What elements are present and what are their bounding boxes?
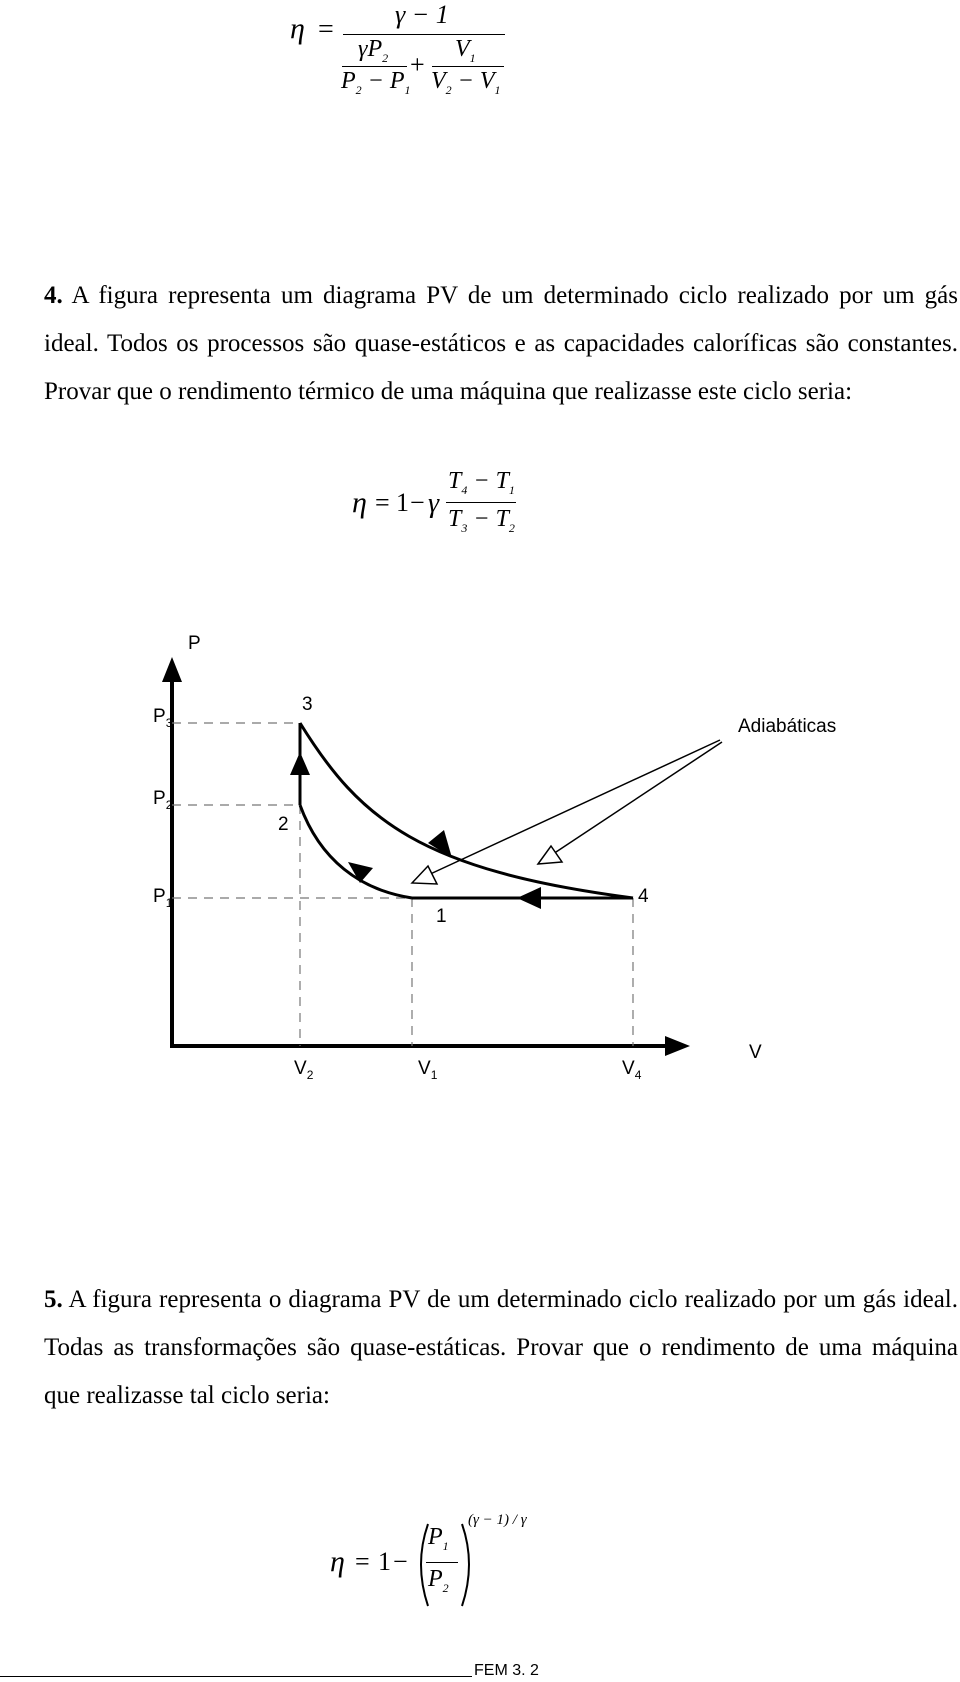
gamma-symbol: γ bbox=[428, 488, 440, 519]
term1-numerator: $\gamma P_2$ bbox=[358, 36, 389, 65]
arrow-3-4 bbox=[428, 830, 452, 858]
arrow-2-3 bbox=[290, 752, 310, 775]
minus-sign: − bbox=[410, 488, 425, 517]
pointer-head-1 bbox=[412, 866, 437, 884]
formula-5-exponent: (γ − 1) / γ bbox=[468, 1512, 527, 1528]
point-4-label: 4 bbox=[638, 886, 649, 907]
problem-5-number: 5. bbox=[44, 1286, 63, 1313]
v-axis-label: V bbox=[749, 1042, 762, 1063]
eta-symbol: η bbox=[330, 1545, 345, 1578]
fraction-bar bbox=[426, 1562, 458, 1563]
one: 1 bbox=[396, 488, 409, 517]
problem-4-body: A figura representa um diagrama PV de um determinado ciclo realizado por um gás ideal. Todos os processos são quase-estáticos e as capacidades caloríficas são constantes. Provar que o rendimento térmico de uma máquina que realizasse este ciclo seria: bbox=[44, 282, 959, 405]
formula-5-denominator: $P_2$ bbox=[428, 1566, 449, 1595]
p-axis-arrowhead bbox=[162, 657, 182, 682]
point-2-label: 2 bbox=[278, 814, 289, 835]
formula-5-numerator: $P_1$ bbox=[428, 1524, 449, 1553]
pointer-line-2 bbox=[553, 742, 722, 854]
equals-sign: = bbox=[375, 488, 390, 517]
v1-label: $V_1$ bbox=[418, 1058, 438, 1082]
pointer-head-2 bbox=[538, 846, 562, 864]
term2-denominator: $V_2 - V_1$ bbox=[431, 68, 501, 97]
problem-4-number: 4. bbox=[44, 282, 63, 309]
arrow-1-2 bbox=[348, 862, 373, 883]
eta-symbol: η bbox=[290, 12, 305, 45]
equals-sign: = bbox=[318, 14, 334, 45]
plus-sign: + bbox=[410, 50, 425, 79]
problem-5-body: A figura representa o diagrama PV de um determinado ciclo realizado por um gás ideal. Todas as transformações são quase-estáticas. Provar que o rendimento de uma máquina que realizasse tal ciclo seria: bbox=[44, 1286, 958, 1409]
point-3-label: 3 bbox=[302, 694, 313, 715]
v2-label: $V_2$ bbox=[294, 1058, 314, 1082]
term2-numerator: $V_1$ bbox=[455, 36, 476, 65]
p1-label: $P_1$ bbox=[153, 886, 173, 910]
p-axis-label: P bbox=[188, 633, 201, 654]
problem-5-text bbox=[44, 1276, 958, 1420]
adiabat-1-2 bbox=[300, 805, 412, 898]
pointer-line-1 bbox=[426, 740, 720, 876]
footer-label: FEM 3. 2 bbox=[474, 1662, 539, 1679]
v-axis-arrowhead bbox=[665, 1036, 690, 1056]
formula-numerator: γ − 1 bbox=[395, 0, 449, 29]
footer-rule bbox=[0, 1676, 472, 1677]
minus-sign: − bbox=[393, 1547, 408, 1576]
point-1-label: 1 bbox=[436, 906, 447, 927]
term1-denominator: $P_2 - P_1$ bbox=[341, 68, 411, 97]
eta-symbol: η bbox=[352, 486, 367, 519]
equals-sign: = bbox=[355, 1547, 370, 1576]
p2-label: $P_2$ bbox=[153, 788, 173, 812]
arrow-4-1 bbox=[517, 887, 541, 909]
formula-4-denominator: $T_3 - T_2$ bbox=[448, 506, 515, 535]
adiabatic-label: Adiabáticas bbox=[738, 716, 837, 737]
adiabat-3-4 bbox=[300, 723, 633, 898]
v4-label: $V_4$ bbox=[622, 1058, 642, 1082]
formula-4-numerator: $T_4 - T_1$ bbox=[448, 468, 515, 497]
dashed-guides bbox=[172, 723, 633, 1046]
one: 1 bbox=[378, 1547, 391, 1576]
p3-label: $P_3$ bbox=[153, 706, 173, 730]
